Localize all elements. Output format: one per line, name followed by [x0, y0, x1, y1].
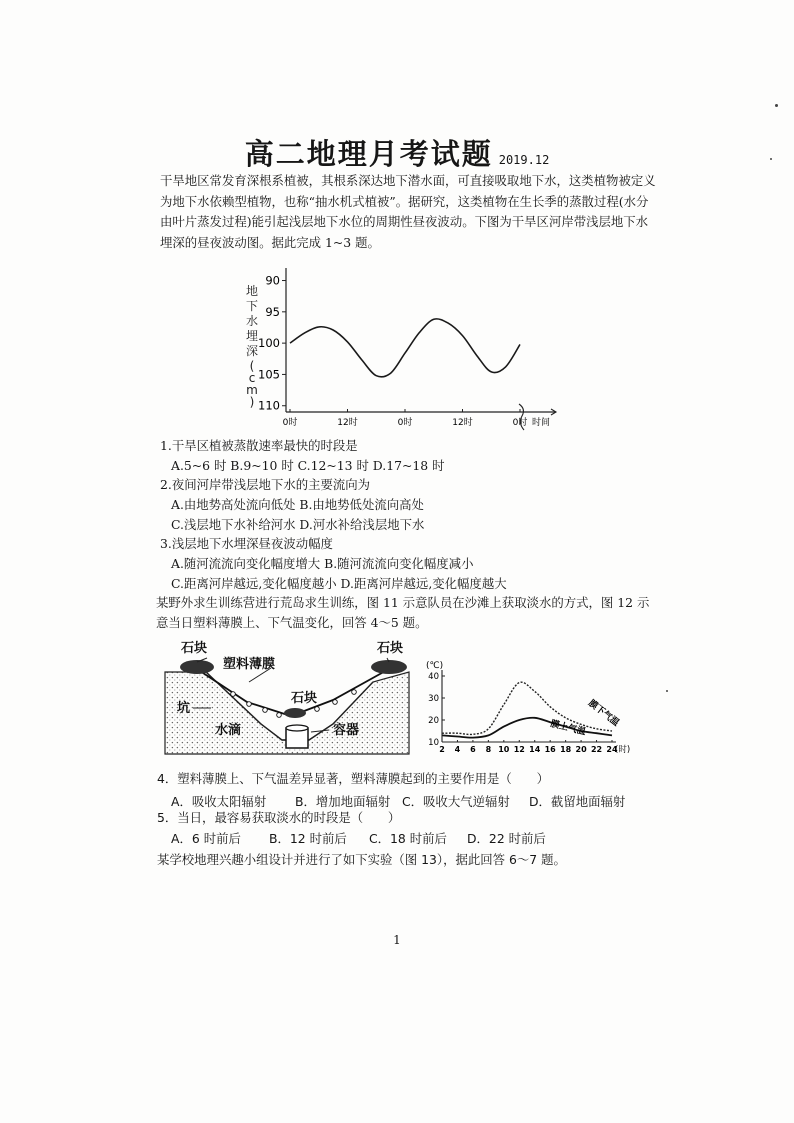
x-tick-label: 12时	[337, 418, 358, 428]
label-under-film: 膜下气温	[586, 698, 621, 729]
page-number: 1	[393, 933, 401, 947]
question-3-options-cd: C.距离河岸越远,变化幅度越小 D.距离河岸越远,变化幅度越大	[171, 576, 507, 591]
ylabel-char: c	[248, 371, 256, 385]
ylabel-char: 水	[245, 314, 259, 328]
temp-x-tick-label: 14	[529, 745, 541, 754]
label-container: 容器	[333, 723, 360, 738]
exam-date: 2019.12	[498, 153, 550, 167]
question-3-options-ab: A.随河流流向变化幅度增大 B.随河流流向变化幅度减小	[171, 556, 474, 571]
under-film-temp-line	[442, 682, 612, 734]
temp-unit: (℃)	[426, 661, 444, 671]
temp-x-tick-label: 20	[575, 745, 587, 754]
intro-line: 干旱地区常发育深根系植被，其根系深达地下潜水面，可直接吸取地下水，这类植物被定义	[160, 173, 656, 188]
label-film: 塑料薄膜	[223, 657, 276, 672]
temp-y-tick-label: 10	[428, 738, 439, 748]
label-water: 水滴	[215, 723, 242, 738]
question-4-option-c: C．吸收大气逆辐射	[402, 794, 510, 809]
temp-x-tick-label: 18	[560, 745, 572, 754]
groundwater-ylabel	[246, 283, 258, 409]
y-tick-label: 110	[258, 398, 280, 413]
ylabel-char: m	[246, 383, 258, 397]
question-4-option-d: D．截留地面辐射	[529, 794, 626, 809]
solar-still-diagram	[161, 636, 423, 758]
groundwater-axis-ticks	[258, 274, 286, 413]
question-1-options: A.5~6 时 B.9~10 时 C.12~13 时 D.17~18 时	[171, 458, 445, 473]
x-tick-label: 12时	[452, 418, 473, 428]
survival-intro-line: 意当日塑料薄膜上、下气温变化，回答 4～5 题。	[156, 615, 428, 630]
intro-line: 为地下水依赖型植物，也称“抽水机式植被”。据研究，这类植物在生长季的蒸散过程(水分	[160, 193, 649, 209]
x-tick-label: 0时	[397, 418, 413, 428]
question-4-option-b: B．增加地面辐射	[295, 794, 391, 809]
ylabel-char: 下	[245, 299, 259, 313]
y-tick-label: 90	[265, 273, 280, 288]
ylabel-char: )	[249, 395, 255, 409]
groundwater-depth-chart	[236, 262, 566, 440]
y-tick-label: 95	[265, 304, 280, 319]
x-tick-label: 0时	[512, 418, 528, 428]
question-4: 4．塑料薄膜上、下气温差异显著，塑料薄膜起到的主要作用是（ ）	[157, 771, 549, 786]
question-5: 5．当日，最容易获取淡水的时段是（ ）	[157, 810, 401, 825]
ylabel-char: 深	[245, 344, 259, 358]
x-axis-label: 时间	[532, 418, 551, 428]
question-5-option-d: D．22 时前后	[467, 831, 546, 846]
groundwater-depth-line	[290, 319, 520, 377]
question-5-option-a: A．6 时前后	[171, 831, 241, 846]
experiment-intro: 某学校地理兴趣小组设计并进行了如下实验（图 13），据此回答 6～7 题。	[157, 852, 566, 867]
temp-x-tick-label: 6	[470, 745, 476, 754]
stone-middle	[284, 708, 306, 718]
question-5-option-b: B．12 时前后	[269, 831, 347, 846]
label-stone-middle: 石块	[291, 691, 318, 706]
ylabel-char: (	[249, 359, 255, 373]
question-1: 1.干旱区植被蒸散速率最快的时段是	[160, 438, 358, 453]
title-row	[0, 132, 794, 173]
temp-x-tick-label: 4	[454, 745, 461, 754]
y-tick-label: 105	[258, 367, 280, 382]
stone-left	[180, 660, 214, 674]
y-tick-label: 100	[258, 336, 280, 351]
question-3: 3.浅层地下水埋深昼夜波动幅度	[160, 536, 333, 551]
temp-x-unit: (时)	[615, 745, 631, 755]
ylabel-char: 地	[245, 284, 259, 298]
scan-speck	[666, 690, 668, 692]
x-tick-label: 0时	[282, 418, 298, 428]
temp-y-tick-label: 20	[428, 716, 439, 726]
temp-y-tick-label: 40	[428, 672, 439, 682]
temp-x-tick-label: 22	[590, 745, 603, 754]
temp-x-tick-label: 2	[439, 745, 445, 754]
label-above-film: 膜上气温	[549, 719, 587, 738]
intro-line: 埋深的昼夜波动图。据此完成 1~3 题。	[160, 234, 380, 250]
scan-speck	[775, 104, 778, 107]
question-5-option-c: C．18 时前后	[369, 831, 447, 846]
film-temperature-chart	[420, 654, 638, 758]
stone-right	[371, 660, 407, 674]
question-2: 2.夜间河岸带浅层地下水的主要流向为	[160, 477, 371, 492]
temp-x-tick-label: 8	[485, 745, 492, 754]
page-title: 高二地理月考试题	[244, 137, 493, 171]
temp-x-tick-label: 24	[606, 745, 618, 754]
survival-intro-line: 某野外求生训练营进行荒岛求生训练，图 11 示意队员在沙滩上获取淡水的方式，图 12 示	[156, 595, 650, 610]
label-stone-left: 石块	[181, 641, 208, 656]
question-2-options-cd: C.浅层地下水补给河水 D.河水补给浅层地下水	[171, 517, 425, 532]
question-2-options-ab: A.由地势高处流向低处 B.由地势低处流向高处	[171, 497, 424, 512]
temp-x-tick-label: 16	[544, 745, 556, 754]
label-pit: 坑	[177, 701, 191, 716]
ylabel-char: 埋	[245, 329, 259, 343]
question-4-option-a: A．吸收太阳辐射	[171, 794, 267, 809]
survival-intro	[156, 593, 650, 633]
label-stone-right: 石块	[377, 641, 404, 656]
temp-x-tick-label: 12	[513, 745, 525, 754]
intro-paragraph	[160, 171, 656, 253]
temp-y-tick-label: 30	[428, 694, 439, 704]
temp-x-tick-label: 10	[498, 745, 510, 754]
intro-line: 由叶片蒸发过程)能引起浅层地下水位的周期性昼夜波动。下图为干旱区河岸带浅层地下水	[160, 214, 649, 230]
scan-speck	[770, 158, 772, 160]
